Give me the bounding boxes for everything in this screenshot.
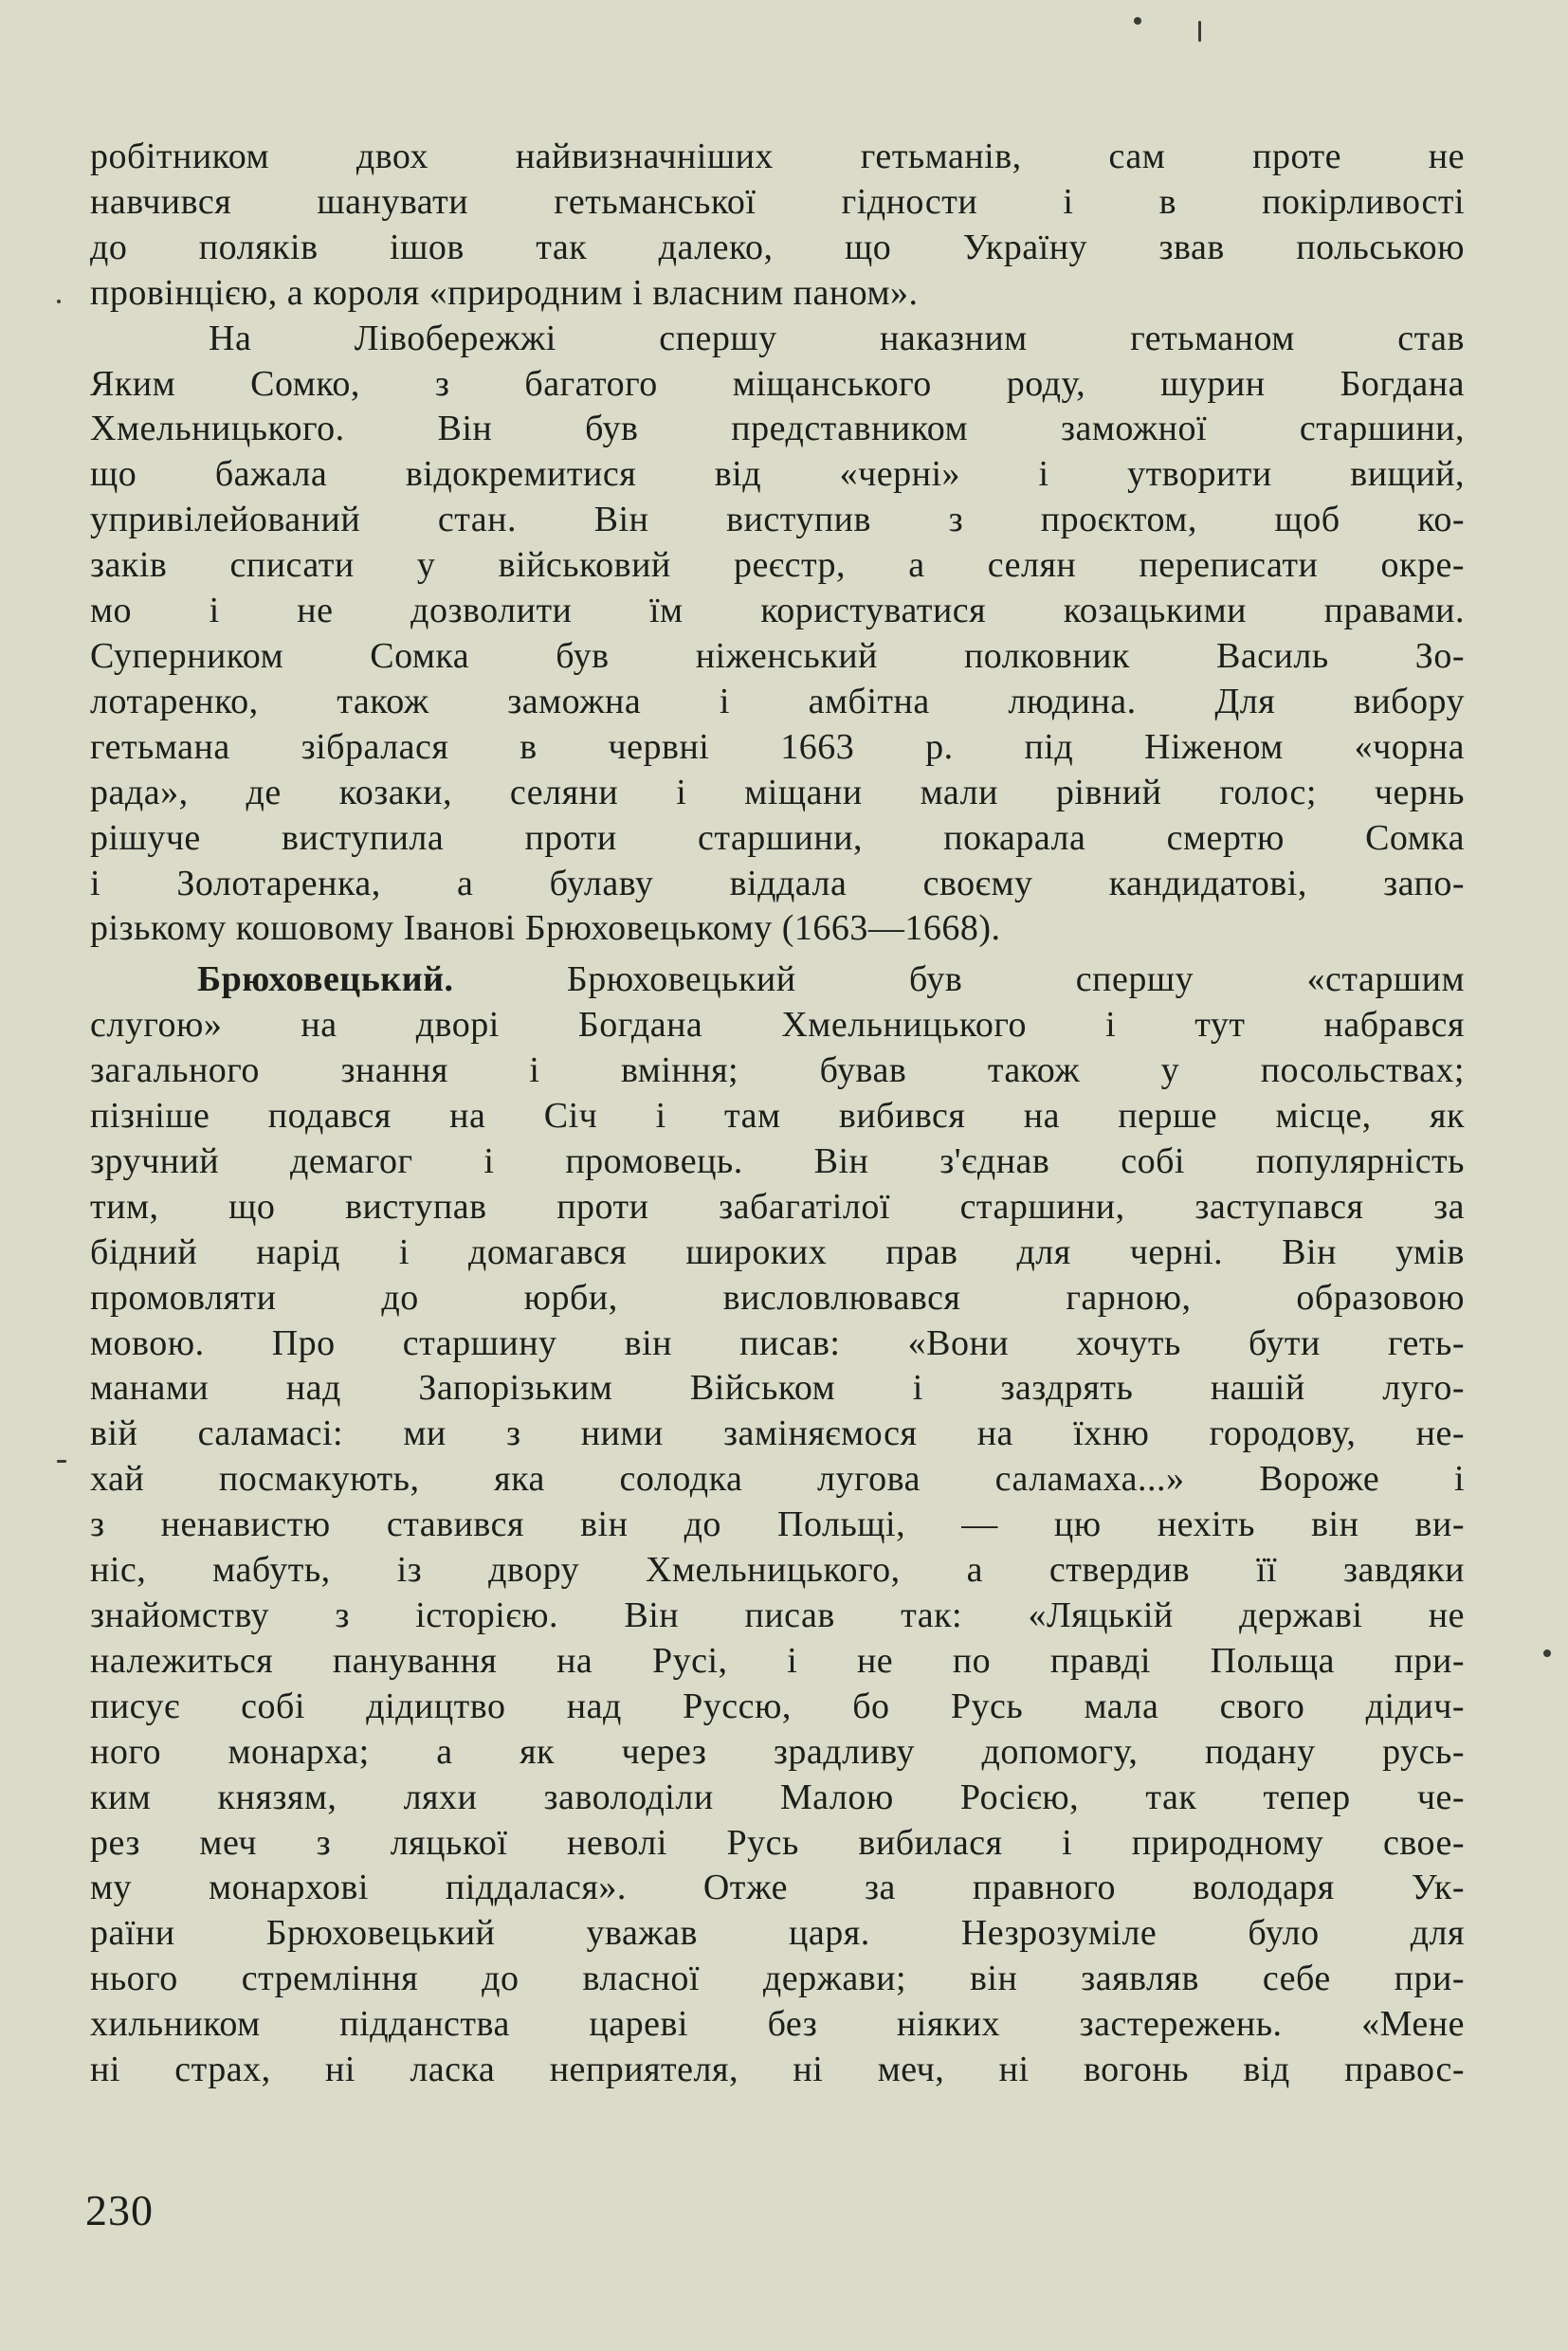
text-line: Яким Сомко, з багатого міщанського роду, шурин Богдана	[90, 363, 1465, 404]
text-line: раїни Брюховецький уважав царя. Незрозуміле було для	[90, 1913, 1465, 1954]
text-line: На Лівобережжі спершу наказним гетьманом став	[209, 318, 1465, 358]
text-line: і Золотаренка, а булаву віддала своєму кандидатові, запо-	[90, 863, 1465, 903]
text-line: Суперником Сомка був ніженський полковник Василь Зо-	[90, 635, 1465, 676]
text-line: пізніше подався на Січ і там вибився на перше місце, як	[90, 1096, 1465, 1137]
text-line: мо і не дозволити їм користуватися козацькими правами.	[90, 591, 1465, 631]
text-line: тим, що виступав проти забагатілої старшини, заступався за	[90, 1186, 1465, 1227]
text-line: мовою. Про старшину він писав: «Вони хочуть бути геть-	[90, 1322, 1465, 1363]
text-line: писує собі дідицтво над Руссю, бо Русь мала свого дідич-	[90, 1686, 1465, 1726]
text-line: різькому кошовому Іванові Брюховецькому (1663—1668).	[90, 908, 1001, 949]
text-line: му монархові піддалася». Отже за правного володаря Ук-	[90, 1868, 1465, 1908]
text-line: знайомству з історією. Він писав так: «Ляцькій державі не	[90, 1595, 1465, 1635]
text-line: вій саламасі: ми з ними заміняємося на їхню городову, не-	[90, 1413, 1465, 1454]
text-line: належиться панування на Русі, і не по правді Польща при-	[90, 1640, 1465, 1681]
text-line: гетьмана зібралася в червні 1663 р. під Ніженом «чорна	[90, 726, 1465, 767]
text-line: упривілейований стан. Він виступив з проєктом, щоб ко-	[90, 500, 1465, 540]
text-line: хай посмакують, яка солодка лугова саламаха...» Вороже і	[90, 1459, 1465, 1500]
text-line: Хмельницького. Він був представником заможної старшини,	[90, 409, 1465, 449]
text-line: заків списати у військовий реєстр, а селян переписати окре-	[90, 545, 1465, 586]
text-line: ніс, мабуть, із двору Хмельницького, а ствердив її завдяки	[90, 1550, 1465, 1591]
ink-speck	[1543, 1649, 1551, 1657]
text-line: бідний нарід і домагався широких прав для черні. Він умів	[90, 1231, 1465, 1272]
text-line: слугою» на дворі Богдана Хмельницького і тут набрався	[90, 1005, 1465, 1046]
ink-speck	[1134, 17, 1141, 25]
text-line: лотаренко, також заможна і амбітна людина. Для вибору	[90, 681, 1465, 721]
text-line: рішуче виступила проти старшини, покарала смертю Сомка	[90, 817, 1465, 858]
text-line: рез меч з ляцької неволі Русь вибилася і природному свое-	[90, 1822, 1465, 1863]
text-line: хильником підданства цареві без ніяких застережень. «Мене	[90, 2004, 1465, 2045]
text-line: ного монарха; а як через зрадливу допомогу, подану русь-	[90, 1731, 1465, 1772]
ink-speck	[1198, 21, 1201, 42]
text-line: навчився шанувати гетьманської гідности і в покірливості	[90, 181, 1465, 222]
text-line	[90, 957, 1465, 1003]
ink-speck	[57, 1460, 66, 1463]
text-line: манами над Запорізьким Військом і заздрять нашій луго-	[90, 1368, 1465, 1409]
text-run: Брюховецький був спершу «старшим	[566, 959, 1465, 1000]
text-line: зручний демагог і промовець. Він з'єднав собі популярність	[90, 1140, 1465, 1181]
text-line: промовляти до юрби, висловлювався гарною, образовою	[90, 1277, 1465, 1318]
page-body-text	[90, 135, 1465, 2093]
text-line: з ненавистю ставився він до Польщі, — цю нехіть він ви-	[90, 1504, 1465, 1545]
text-line: робітником двох найвизначніших гетьманів, сам проте не	[90, 137, 1465, 176]
text-line: провінцією, а короля «природним і власним паном».	[90, 272, 919, 313]
text-line: рада», де козаки, селяни і міщани мали рівний голос; чернь	[90, 772, 1465, 812]
text-line: що бажала відокремитися від «черні» і утворити вищий,	[90, 454, 1465, 495]
text-line: ким князям, ляхи заволоділи Малою Росією, так тепер че-	[90, 1777, 1465, 1817]
section-heading: Брюховецький.	[197, 959, 454, 1000]
ink-speck	[57, 300, 61, 303]
text-line: до поляків ішов так далеко, що Україну звав польською	[90, 227, 1465, 267]
text-line: нього стремління до власної держави; він заявляв себе при-	[90, 1959, 1465, 1999]
text-line: загального знання і вміння; бував також у посольствах;	[90, 1050, 1465, 1091]
page-number: 230	[85, 2186, 154, 2234]
text-line: ні страх, ні ласка неприятеля, ні меч, ні вогонь від правос-	[90, 2050, 1465, 2090]
